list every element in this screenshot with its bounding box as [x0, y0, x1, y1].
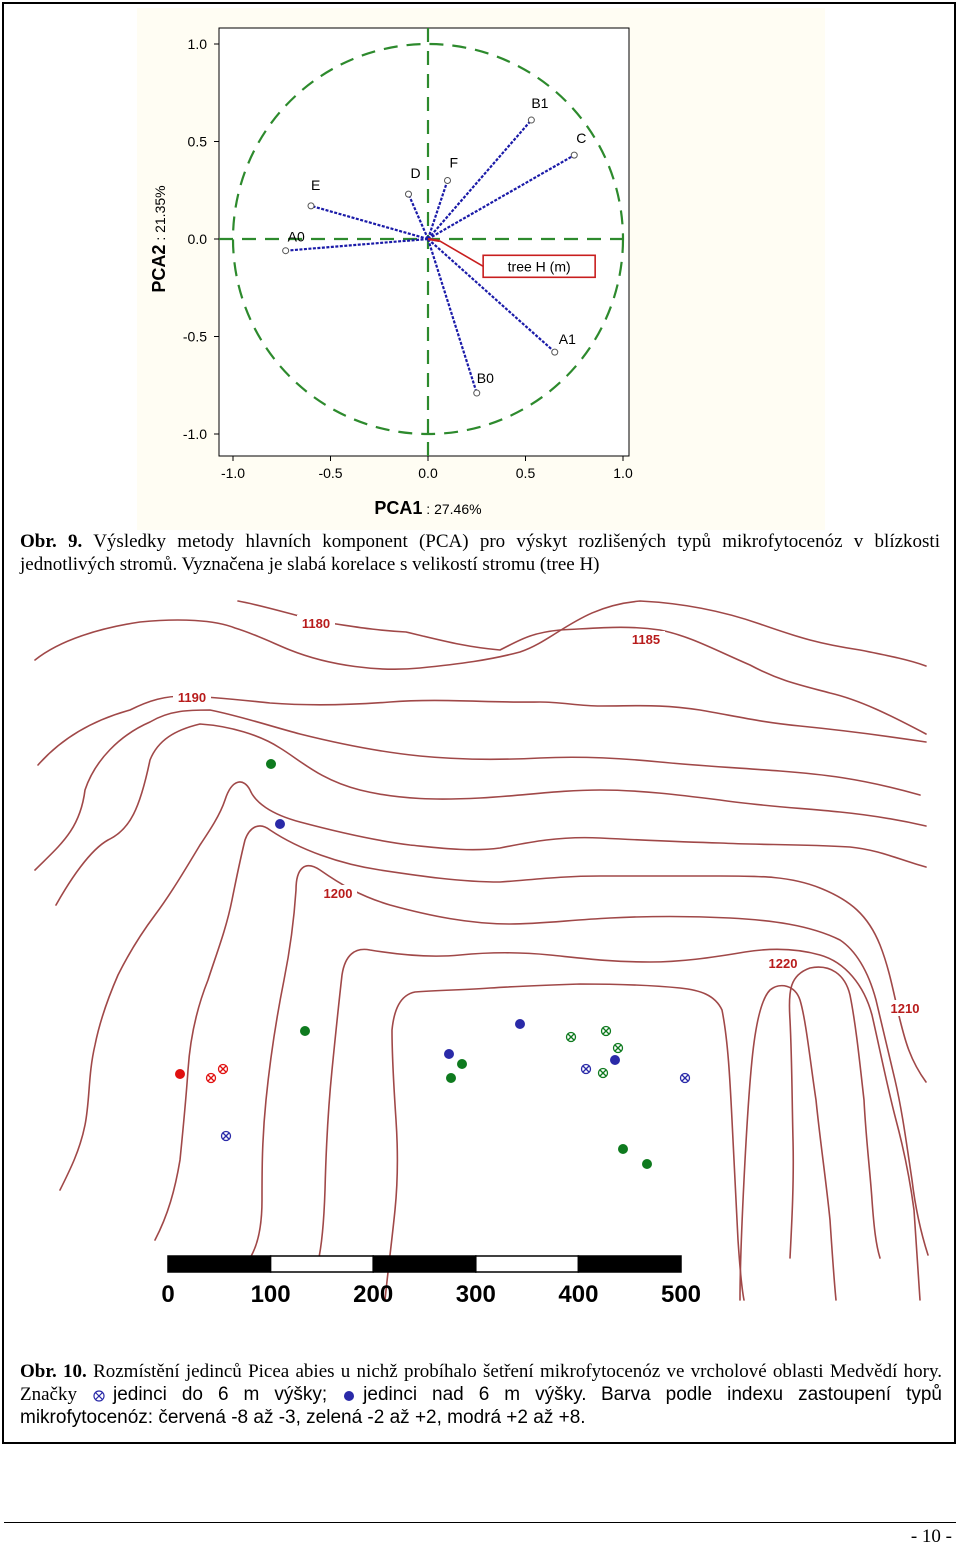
contour-labels [173, 615, 924, 1016]
vector-endpoint-a0 [283, 248, 289, 254]
contour-label-1220: 1220 [768, 956, 798, 971]
scale-bar-label: 0 [161, 1281, 175, 1306]
figure-9-caption [20, 530, 940, 576]
tree-marker-tall-green [446, 1073, 456, 1083]
tree-marker-short-green [614, 1044, 623, 1053]
vector-label-b1: B1 [531, 95, 549, 112]
solid-circle-marker-icon [343, 1390, 355, 1402]
y-tick-label: 0.0 [187, 231, 207, 247]
contour-1185 [35, 601, 926, 669]
tree-marker-tall-blue [275, 819, 285, 829]
contour-1215 [250, 866, 928, 1258]
cross-circle-marker-icon [93, 1390, 105, 1402]
tree-marker-short-blue [582, 1065, 591, 1074]
tree-marker-short-green [567, 1033, 576, 1042]
figure-10-caption-part2: jedinci do 6 m výšky; [112, 1384, 328, 1405]
contour-label-1180: 1180 [301, 616, 331, 631]
scale-bar-label: 100 [250, 1281, 291, 1306]
contour-label-1210: 1210 [890, 1001, 920, 1016]
scale-bar-segment [271, 1256, 374, 1272]
figure-10-caption-part3: jedinci nad 6 m výšky. [363, 1384, 587, 1405]
figure-10-caption-part4: Barva podle indexu zastoupení typů mikrofytocenóz: červená -8 až -3, zelená -2 až +2, modrá +2 až +8. [20, 1384, 942, 1428]
x-tick-label: -1.0 [220, 465, 246, 481]
contour-map [30, 596, 930, 1306]
vector-endpoint-a1 [552, 349, 558, 355]
tree-marker-tall-blue [515, 1019, 525, 1029]
tree-marker-tall-green [457, 1059, 467, 1069]
scale-bar-segment [578, 1256, 681, 1272]
y-tick-label: -1.0 [182, 426, 207, 442]
vector-endpoint-b1 [528, 117, 534, 123]
contour-label-1185: 1185 [631, 632, 661, 647]
contour-1230 [740, 986, 836, 1300]
contour-1235 [385, 984, 744, 1300]
tree-marker-tall-green [642, 1159, 652, 1169]
figure-10-caption-part1: Rozmístění jedinců Picea abies u nichž probíhalo šetření mikrofytocenóz ve vrcholové oblasti Medvědí hory. Značky [20, 1361, 942, 1405]
vector-label-e: E [311, 176, 321, 193]
figure-9-caption-text: Výsledky metody hlavních komponent (PCA) pro výskyt rozlišených typů mikrofytocenóz v blízkosti jednotlivých stromů. Vyznačena je slabá korelace s velikostí stromu (tree H) [20, 531, 940, 575]
vector-endpoint-d [406, 191, 412, 197]
scale-bar-segment [476, 1256, 579, 1272]
tree-marker-tall-green [618, 1144, 628, 1154]
contour-1200 [56, 724, 926, 905]
vector-endpoint-b0 [474, 390, 480, 396]
scale-bar-label: 300 [455, 1281, 496, 1306]
tree-marker-short-blue [222, 1132, 231, 1141]
y-tick-label: 0.5 [187, 133, 207, 150]
tree-marker-short-red [207, 1074, 216, 1083]
tree-marker-short-green [599, 1069, 608, 1078]
page-number: - 10 - [910, 1526, 952, 1547]
scale-bar-label: 500 [660, 1281, 702, 1306]
vector-label-a1: A1 [558, 331, 576, 348]
contour-1195 [35, 710, 920, 870]
contour-1180 [238, 601, 926, 734]
figure-10-caption [20, 1360, 942, 1429]
vector-endpoint-e [308, 203, 314, 209]
tree-marker-short-blue [681, 1074, 690, 1083]
tree-marker-tall-green [266, 759, 276, 769]
vector-endpoint-c [571, 152, 577, 158]
plot-area [219, 28, 629, 456]
figure-10-label: Obr. 10. [20, 1361, 87, 1382]
tree-marker-tall-blue [444, 1049, 454, 1059]
scale-bar-label: 200 [353, 1281, 394, 1306]
tree-marker-short-red [219, 1065, 228, 1074]
figure-9-label: Obr. 9. [20, 531, 83, 552]
tree-marker-short-green [602, 1027, 611, 1036]
contour-label-1200: 1200 [323, 886, 353, 901]
contour-1205 [60, 782, 926, 1190]
tree-marker-tall-green [300, 1026, 310, 1036]
x-axis-label: PCA1 : 27.46% [374, 498, 482, 518]
vector-label-f: F [449, 154, 459, 171]
contour-1190 [38, 696, 926, 765]
x-tick-label: 1.0 [613, 465, 633, 481]
tree-markers [175, 759, 690, 1169]
x-tick-label: 0.0 [418, 465, 438, 481]
contour-lines [35, 601, 928, 1300]
vector-label-c: C [576, 130, 587, 147]
scale-bar-segment [168, 1256, 271, 1272]
contour-label-1190: 1190 [177, 690, 207, 705]
footer-rule [4, 1522, 956, 1523]
tree-marker-tall-blue [610, 1055, 620, 1065]
x-tick-label: -0.5 [318, 465, 343, 481]
contour-1225 [318, 949, 920, 1300]
scale-bar-segment [373, 1256, 476, 1272]
tree-marker-tall-red [175, 1069, 185, 1079]
vector-endpoint-f [445, 178, 451, 184]
x-tick-label: 0.5 [515, 465, 536, 481]
vector-label-a0: A0 [287, 228, 305, 245]
supplementary-label: tree H (m) [507, 258, 571, 275]
y-axis-label: PCA2 : 21.35% [149, 185, 169, 293]
vector-label-d: D [410, 165, 421, 182]
y-tick-label: 1.0 [187, 36, 207, 52]
y-tick-label: -0.5 [182, 328, 207, 345]
scale-bar [161, 1256, 701, 1306]
vector-label-b0: B0 [476, 370, 494, 387]
scale-bar-label: 400 [558, 1281, 599, 1306]
contour-1210 [155, 826, 926, 1240]
pca-chart [137, 8, 825, 530]
